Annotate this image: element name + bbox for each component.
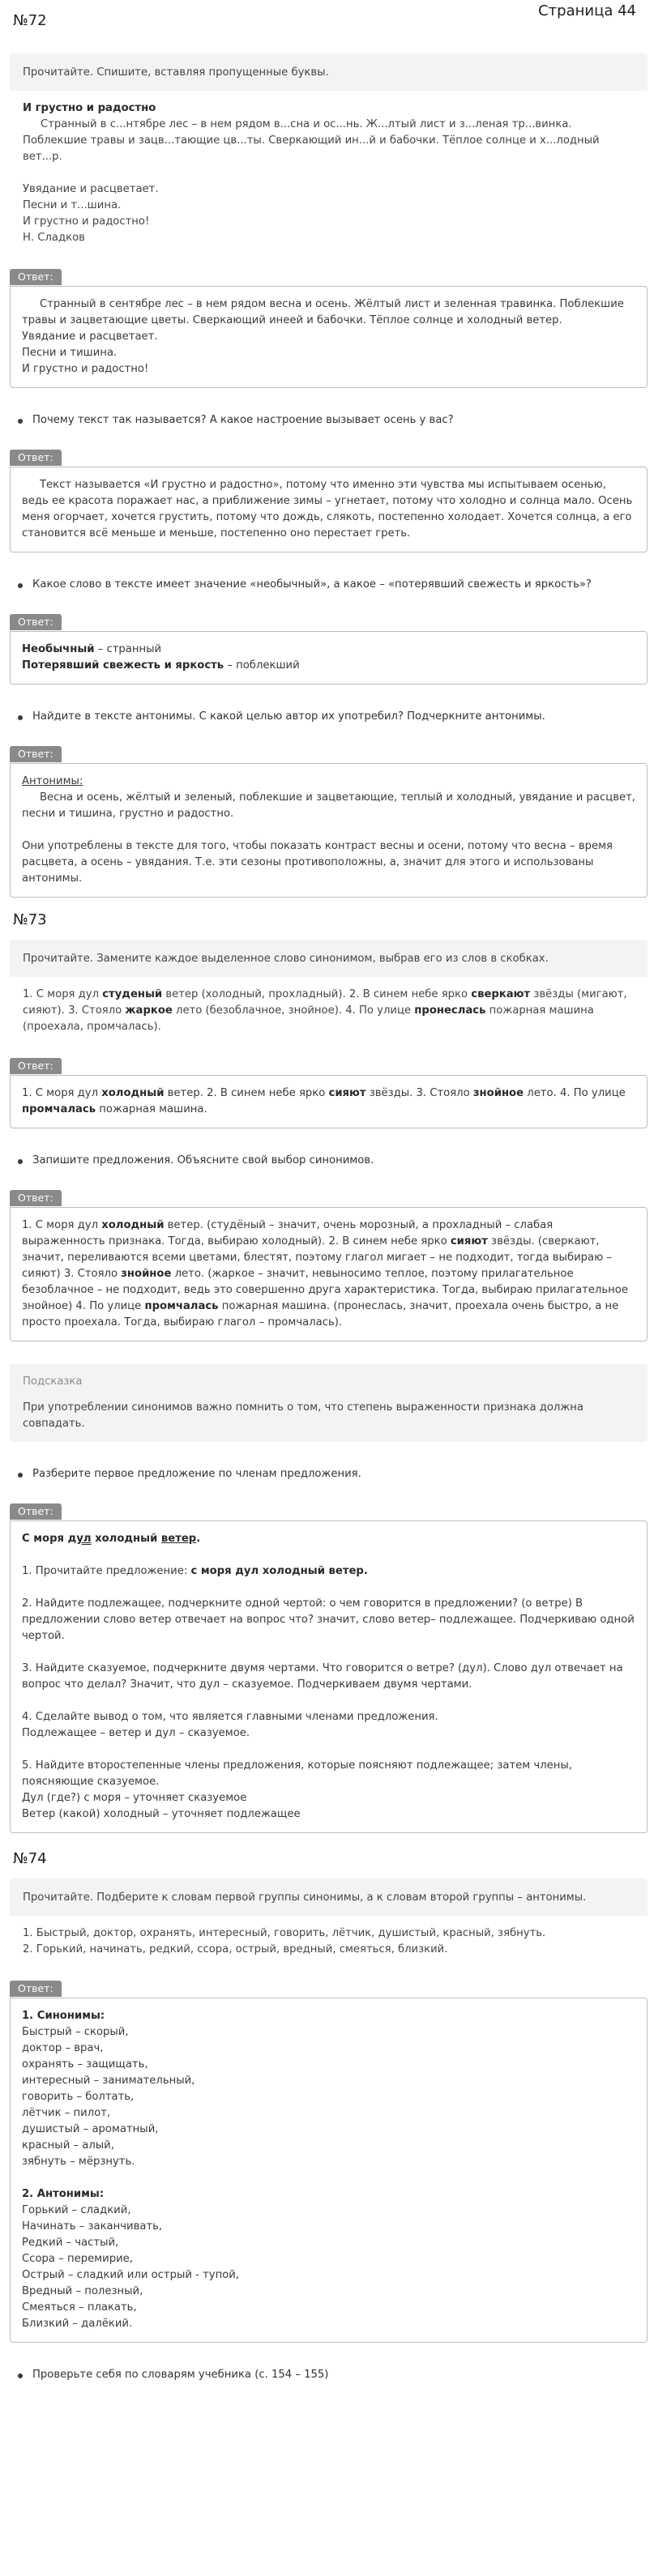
answer-box <box>10 1075 648 1128</box>
answer-step: 2. Найдите подлежащее, подчеркните одной чертой: о чем говорится в предложении? (о ветре) В предложении слово ветер отвечает на вопрос что? значит, слово ветер– подлежащее. Подчеркиваю одной чертой. <box>22 1597 635 1642</box>
antonym-line: Начинать – заканчивать, <box>22 2220 163 2233</box>
answer-box <box>10 1998 648 2343</box>
synonyms-heading: 1. Синонимы: <box>22 2010 105 2022</box>
answer-label: Ответ: <box>10 450 62 466</box>
synonym-line: Быстрый – скорый, <box>22 2026 129 2038</box>
question: Запишите предложения. Объясните свой выбор синонимов. <box>10 1153 648 1169</box>
answer-line: И грустно и радостно! <box>22 363 149 375</box>
answer-step: Дул (где?) с моря – уточняет сказуемое <box>22 1792 247 1804</box>
answer-text: Они употреблены в тексте для того, чтобы показать контраст весны и осени, потому что весна – время расцвета, а осень – увядания. Т.е. эти сезоны противоположны, а, значит для этого и использованы антонимы. <box>22 840 613 885</box>
antonym-line: Вредный – полезный, <box>22 2285 143 2297</box>
synonym-line: душистый – ароматный, <box>22 2123 159 2135</box>
answer-line: Потерявший свежесть и яркость – поблекший <box>22 659 300 672</box>
answer-box <box>10 467 648 552</box>
task-text: 1. Быстрый, доктор, охранять, интересный, говорить, лётчик, душистый, красный, зябнуть. <box>23 1927 546 1939</box>
antonym-line: Редкий – частый, <box>22 2237 119 2249</box>
poem-line: Увядание и расцветает. <box>23 183 159 195</box>
poem-title: И грустно и радостно <box>23 102 156 114</box>
task-text-block <box>10 1916 648 1969</box>
task-text: 1. С моря дул студеный ветер (холодный, прохладный). 2. В синем небе ярко сверкают звёзды (мигают, сияют). 3. Стояло жаркое лето (безоблачное, знойное). 4. По улице пронеслась пожарная машина (проехала, промчалась). <box>23 988 627 1033</box>
antonym-line: Близкий – далёкий. <box>22 2318 133 2330</box>
answer-text: Текст называется «И грустно и радостно», потому что именно эти чувства мы испытываем осенью, ведь ее красота поражает нас, а приближение зимы – угнетает, потому что холодно и солнца мало. Осень меня огорчает, хочется грустить, потому что дождь, слякоть, постепенно холодает. Хочется солнца, а его становится всё меньше и меньше, постепенно оно перестает греть. <box>22 479 633 540</box>
antonym-line: Горький – сладкий, <box>22 2204 131 2216</box>
answer-block <box>10 269 648 388</box>
answer-block <box>10 614 648 685</box>
synonym-line: лётчик – пилот, <box>22 2107 111 2119</box>
answer-label: Ответ: <box>10 1058 62 1074</box>
answer-block <box>10 1503 648 1833</box>
answer-step: 3. Найдите сказуемое, подчеркните двумя чертами. Что говорится о ветре? (дул). Слово дул отвечает на вопрос что делал? Значит, что дул – сказуемое. Подчеркиваем двумя чертами. <box>22 1662 623 1691</box>
question: Какое слово в тексте имеет значение «необычный», а какое – «потерявший свежесть и яркость»? <box>10 577 648 593</box>
answer-text: Весна и осень, жёлтый и зеленый, поблекшие и зацветающие, теплый и холодный, увядание и расцвет, песни и тишина, грустно и радостно. <box>22 791 635 820</box>
exercise-72-task <box>10 53 648 258</box>
answer-text: 1. С моря дул холодный ветер. 2. В синем небе ярко сияют звёзды. 3. Стояло знойное лето. 4. По улице промчалась пожарная машина. <box>22 1087 626 1115</box>
poem-line: Песни и т...шина. <box>23 199 122 211</box>
answer-box <box>10 763 648 898</box>
task-instruction: Прочитайте. Замените каждое выделенное слово синонимом, выбрав его из слов в скобках. <box>23 953 549 965</box>
answer-block <box>10 1058 648 1128</box>
answer-step: 5. Найдите второстепенные члены предложения, которые поясняют подлежащее; затем члены, поясняющие сказуемое. <box>22 1759 572 1788</box>
exercise-74-task <box>10 1879 648 1969</box>
exercise-72-title: №72 <box>13 12 47 29</box>
answer-text: Странный в сентябре лес – в нем рядом весна и осень. Жёлтый лист и зеленная травинка. Поблекшие травы и зацветающие цветы. Сверкающий инеей и бабочки. Тёплое солнце и холодный ветер. <box>22 298 624 326</box>
answer-label: Ответ: <box>10 1190 62 1206</box>
answer-label: Ответ: <box>10 746 62 762</box>
page-number: Страница 44 <box>538 2 636 19</box>
hint-text: При употреблении синонимов важно помнить о том, что степень выраженности признака должна совпадать. <box>23 1401 583 1430</box>
poem-block <box>10 91 648 258</box>
answer-step: Подлежащее – ветер и дул – сказуемое. <box>22 1727 250 1739</box>
antonym-line: Острый – сладкий или острый - тупой, <box>22 2269 240 2281</box>
synonym-line: охранять – защищать, <box>22 2058 148 2071</box>
answer-step: 4. Сделайте вывод о том, что является главными членами предложения. <box>22 1711 438 1723</box>
synonym-line: доктор – врач, <box>22 2042 104 2054</box>
answer-block <box>10 746 648 898</box>
answer-block <box>10 1981 648 2343</box>
answer-box <box>10 1207 648 1341</box>
synonym-line: зябнуть – мёрзнуть. <box>22 2156 135 2168</box>
answer-line: Песни и тишина. <box>22 347 118 359</box>
answer-label: Ответ: <box>10 614 62 630</box>
answer-block <box>10 1190 648 1341</box>
poem-text: Странный в с...нтябре лес – в нем рядом в...сна и ос...нь. Ж...лтый лист и з...леная тр...винка. Поблекшие травы и зацв...тающие цв...ты. Сверкающий ин...й и бабочки. Тёплое солнце и х...лодный вет...р. <box>23 118 600 163</box>
parsed-sentence: С моря дул холодный ветер. <box>22 1533 201 1545</box>
answer-step: Ветер (какой) холодный – уточняет подлежащее <box>22 1808 301 1820</box>
answer-text: 1. С моря дул холодный ветер. (студёный – значит, очень морозный, а прохладный – слабая выраженность признака. Тогда, выбираю холодный). 2. В синем небе ярко сияют звёзды. (сверкают, значит, переливаются всеми цветами, блестят, поэтому глагол мигает – не подходит, тогда выбираю – сияют) 3. Стояло знойное лето. (жаркое – значит, невыносимо теплое, поэтому прилагательное безоблачное – не подходит, ведь это совершенно друга характеристика. Тогда, выбираю прилагательное знойное) 4. По улице промчалась пожарная машина. (пронеслась, значит, проехала очень быстро, а не просто проехала. Тогда, выбираю глагол – промчалась). <box>22 1219 628 1329</box>
task-instruction: Прочитайте. Спишите, вставляя пропущенные буквы. <box>23 66 329 79</box>
answer-box <box>10 1520 648 1833</box>
answer-block <box>10 450 648 552</box>
exercise-73-title: №73 <box>13 911 47 928</box>
synonym-line: красный – алый, <box>22 2139 114 2152</box>
answer-box <box>10 631 648 685</box>
task-instruction: Прочитайте. Подберите к словам первой группы синонимы, а к словам второй группы – антонимы. <box>23 1891 587 1904</box>
answer-heading: Антонимы: <box>22 775 83 787</box>
question: Разберите первое предложение по членам предложения. <box>10 1466 648 1482</box>
exercise-73-task <box>10 940 648 1047</box>
answer-step: 1. Прочитайте предложение: с моря дул холодный ветер. <box>22 1565 368 1577</box>
answer-label: Ответ: <box>10 1981 62 1997</box>
page-header <box>10 0 648 32</box>
poem-author: Н. Сладков <box>23 232 85 244</box>
answer-line: Необычный – странный <box>22 643 162 655</box>
answer-label: Ответ: <box>10 269 62 285</box>
poem-line: И грустно и радостно! <box>23 215 150 228</box>
hint-block <box>10 1364 648 1442</box>
question: Проверьте себя по словарям учебника (с. 154 – 155) <box>10 2367 648 2383</box>
antonyms-heading: 2. Антонимы: <box>22 2188 105 2200</box>
answer-box <box>10 286 648 388</box>
task-text: 2. Горький, начинать, редкий, ссора, острый, вредный, смеяться, близкий. <box>23 1943 448 1955</box>
question: Почему текст так называется? А какое настроение вызывает осень у вас? <box>10 412 648 429</box>
question: Найдите в тексте антонимы. С какой целью автор их употребил? Подчеркните антонимы. <box>10 709 648 725</box>
task-text-block <box>10 977 648 1047</box>
antonym-line: Ссора – перемирие, <box>22 2253 133 2265</box>
synonym-line: говорить – болтать, <box>22 2091 135 2103</box>
antonym-line: Смеяться – плакать, <box>22 2301 137 2314</box>
hint-title: Подсказка <box>23 1375 83 1388</box>
answer-line: Увядание и расцветает. <box>22 331 158 343</box>
exercise-74-title: №74 <box>13 1850 47 1867</box>
synonym-line: интересный – занимательный, <box>22 2075 195 2087</box>
answer-label: Ответ: <box>10 1503 62 1520</box>
